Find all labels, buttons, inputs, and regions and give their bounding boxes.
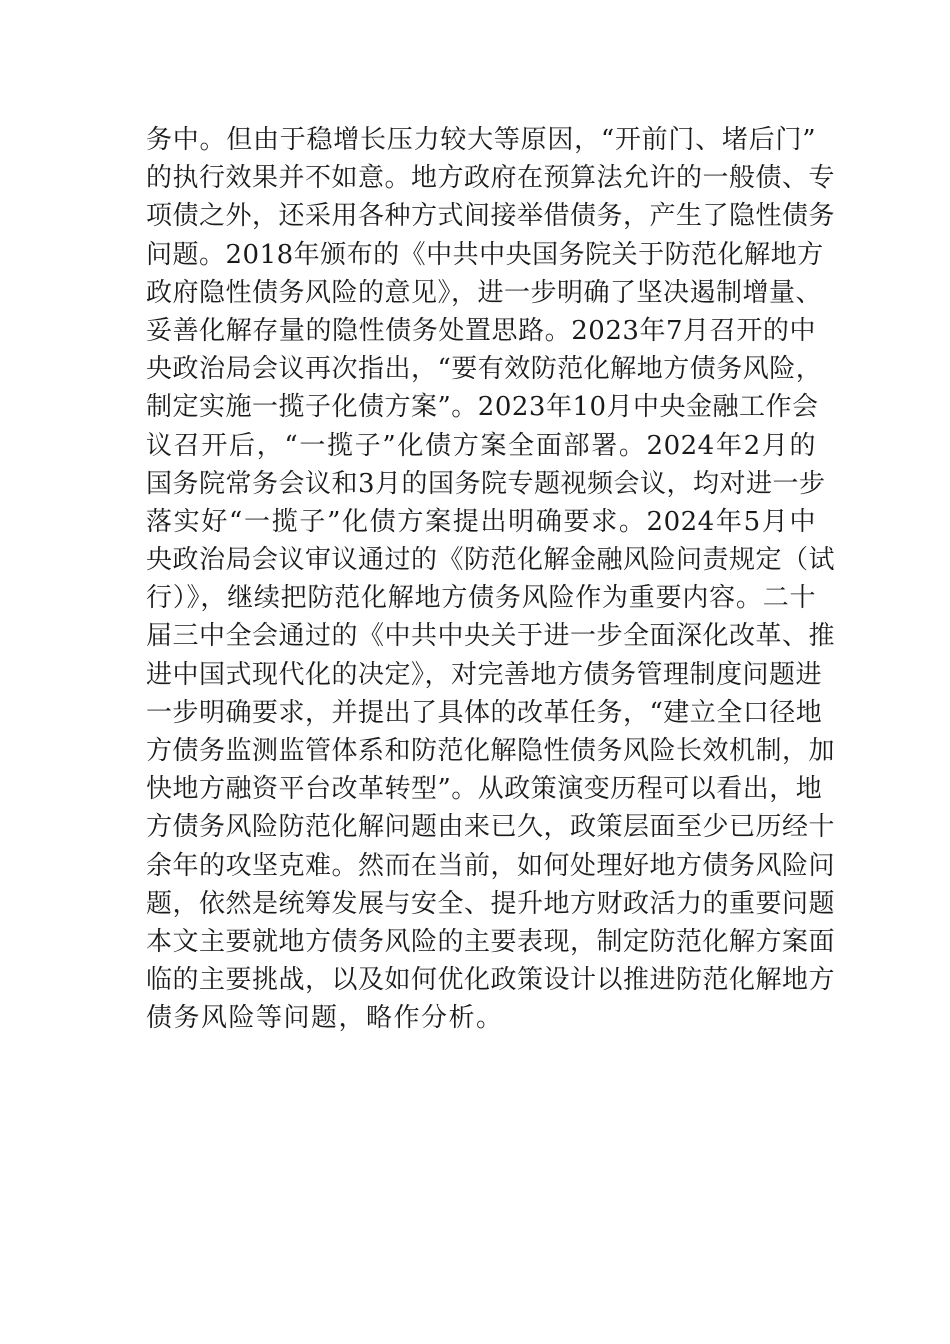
text-line: 进中国式现代化的决定》，对完善地方债务管理制度问题进: [146, 659, 823, 690]
text-line: 务中。但由于稳增长压力较大等原因，“开前门、堵后门”: [146, 125, 816, 155]
text-line: 的执行效果并不如意。地方政府在预算法允许的一般债、专: [146, 163, 836, 194]
text-line: 国务院常务会议和3月的国务院专题视频会议，均对进一步: [146, 468, 826, 499]
text-line: 议召开后，“一揽子”化债方案全面部署。2024年2月的: [146, 430, 816, 461]
text-line: 余年的攻坚克难。然而在当前，如何处理好地方债务风险问: [146, 850, 836, 881]
text-line: 方债务风险防范化解问题由来已久，政策层面至少已历经十: [146, 812, 836, 843]
text-line: 妥善化解存量的隐性债务处置思路。2023年7月召开的中: [146, 315, 816, 346]
text-line: 届三中全会通过的《中共中央关于进一步全面深化改革、推: [146, 621, 836, 652]
text-line: 项债之外，还采用各种方式间接举借债务，产生了隐性债务: [146, 201, 836, 232]
text-line: 方债务监测监管体系和防范化解隐性债务风险长效机制，加: [146, 736, 836, 766]
text-line: 政府隐性债务风险的意见》，进一步明确了坚决遏制增量、: [146, 277, 823, 308]
text-line: 问题。2018年颁布的《中共中央国务院关于防范化解地方: [146, 239, 824, 270]
text-line: 快地方融资平台改革转型”。从政策演变历程可以看出，地: [146, 774, 823, 805]
text-line: 落实好“一揽子”化债方案提出明确要求。2024年5月中: [146, 506, 816, 537]
text-line: 行）》，继续把防范化解地方债务风险作为重要内容。二十: [146, 583, 816, 614]
text-line: 制定实施一揽子化债方案”。2023年10月中央金融工作会: [146, 392, 819, 423]
text-line: 央政治局会议再次指出，“要有效防范化解地方债务风险，: [146, 354, 823, 385]
text-line: 题，依然是统筹发展与安全、提升地方财政活力的重要问题: [146, 888, 836, 919]
text-line: 债务风险等问题，略作分析。: [146, 1003, 504, 1034]
text-line: 央政治局会议审议通过的《防范化解金融风险问责规定（试: [146, 545, 836, 576]
text-line: 一步明确要求，并提出了具体的改革任务，“建立全口径地: [146, 697, 823, 728]
text-line: 临的主要挑战，以及如何优化政策设计以推进防范化解地方: [146, 965, 836, 996]
text-line: 本文主要就地方债务风险的主要表现，制定防范化解方案面: [146, 926, 836, 957]
body-paragraph: [146, 121, 836, 1038]
